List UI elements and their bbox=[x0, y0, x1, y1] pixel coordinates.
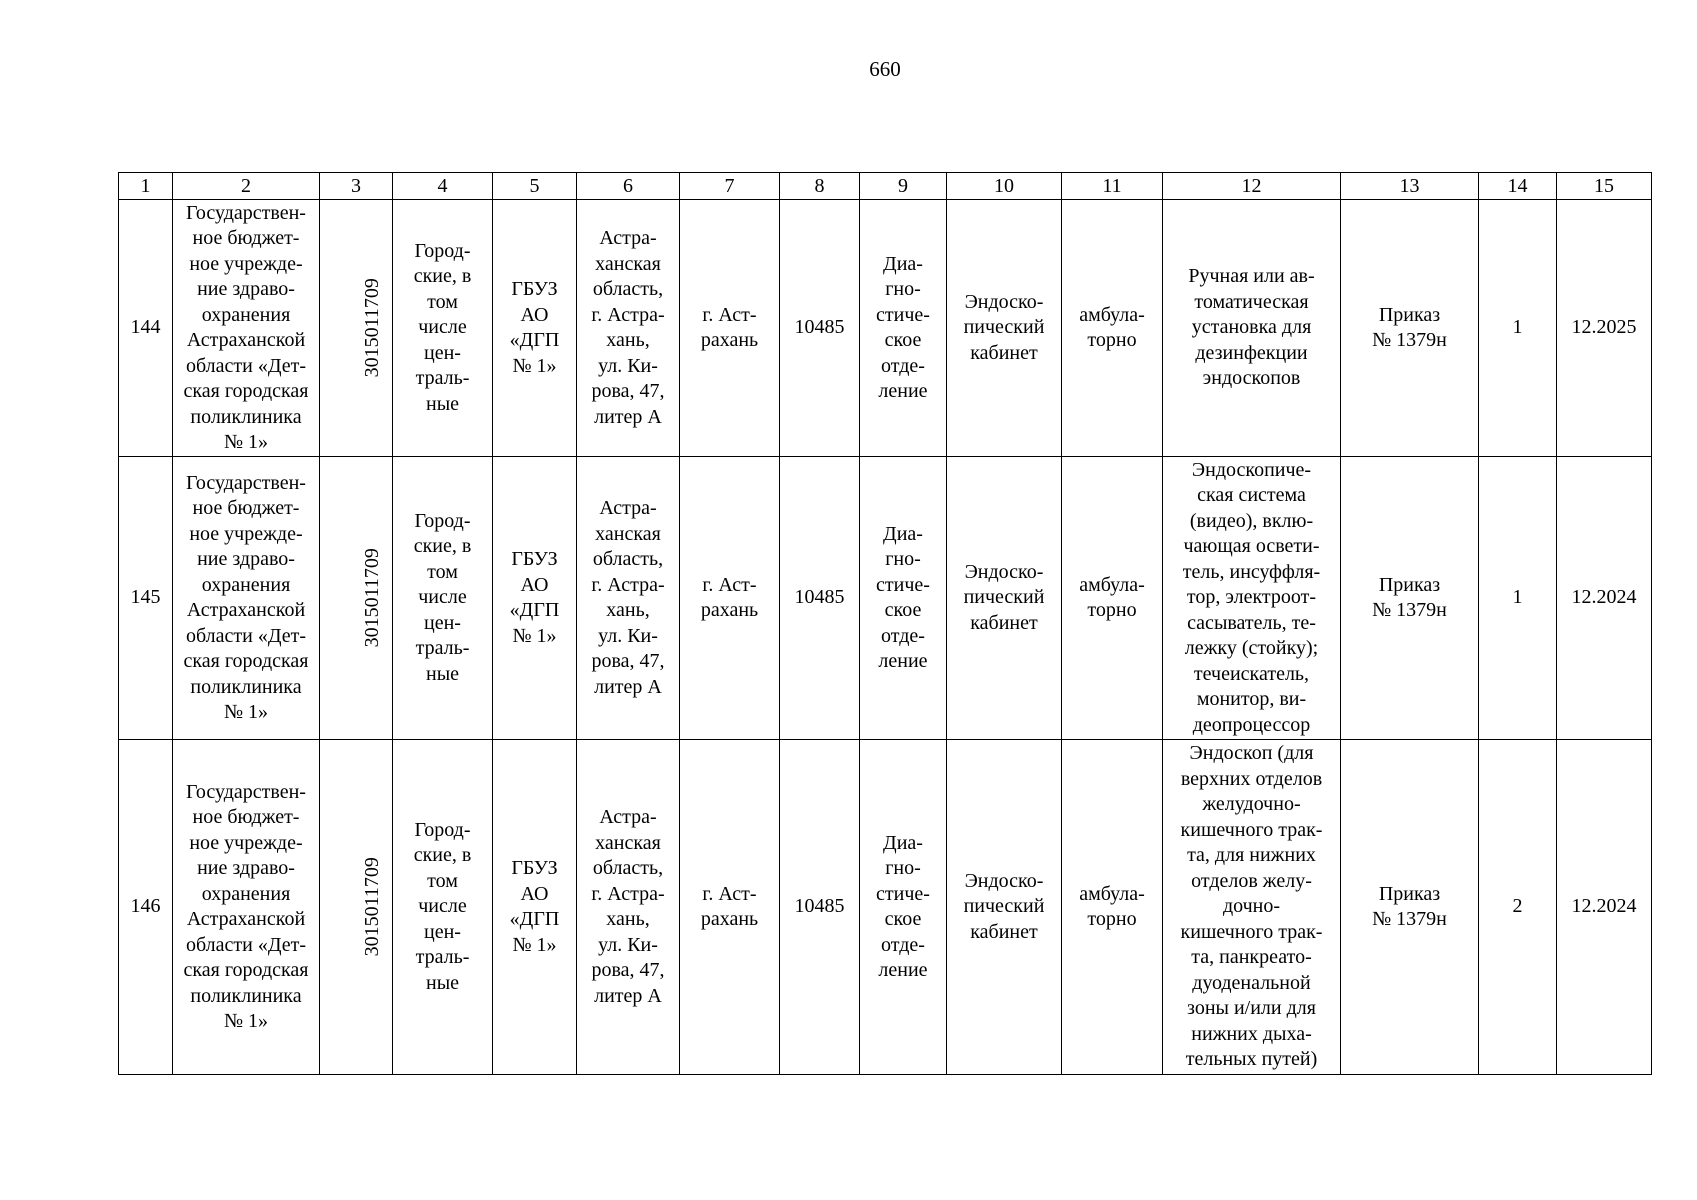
equipment-cell: Эндоскопиче- ская система (видео), вклю- чающая освети- тель, инсуффля- тор, электроот- сасыватель, те- лежку (стойку); течеискатель, монитор, ви- деопроцессор bbox=[1163, 457, 1341, 740]
row-number-cell: 144 bbox=[119, 200, 173, 457]
column-header: 9 bbox=[860, 173, 947, 200]
column-header: 14 bbox=[1479, 173, 1557, 200]
code-text: 3015011709 bbox=[360, 278, 383, 378]
department-cell: Диа- гно- стиче- ское отде- ление bbox=[860, 457, 947, 740]
column-header: 6 bbox=[577, 173, 680, 200]
qty-cell: 1 bbox=[1479, 200, 1557, 457]
date-cell: 12.2024 bbox=[1557, 740, 1652, 1075]
type-cell: Город- ские, в том числе цен- траль- ные bbox=[393, 457, 493, 740]
row-number-cell: 145 bbox=[119, 457, 173, 740]
column-header: 4 bbox=[393, 173, 493, 200]
mode-cell: амбула- торно bbox=[1062, 457, 1163, 740]
column-header: 15 bbox=[1557, 173, 1652, 200]
equipment-table bbox=[118, 172, 1652, 1075]
equipment-cell: Ручная или ав- томатическая установка для дезинфекции эндоскопов bbox=[1163, 200, 1341, 457]
qty-cell: 1 bbox=[1479, 457, 1557, 740]
column-header: 11 bbox=[1062, 173, 1163, 200]
column-header: 7 bbox=[680, 173, 780, 200]
type-cell: Город- ские, в том числе цен- траль- ные bbox=[393, 740, 493, 1075]
city-cell: г. Аст- рахань bbox=[680, 740, 780, 1075]
column-header: 2 bbox=[173, 173, 320, 200]
column-header: 1 bbox=[119, 173, 173, 200]
address-cell: Астра- ханская область, г. Астра- хань, ул. Ки- рова, 47, литер А bbox=[577, 200, 680, 457]
column-header: 13 bbox=[1341, 173, 1479, 200]
code-cell bbox=[320, 200, 393, 457]
type-cell: Город- ские, в том числе цен- траль- ные bbox=[393, 200, 493, 457]
order-cell: Приказ № 1379н bbox=[1341, 740, 1479, 1075]
room-cell: Эндоско- пический кабинет bbox=[947, 740, 1062, 1075]
table-row bbox=[119, 200, 1652, 457]
code2-cell: 10485 bbox=[780, 740, 860, 1075]
institution-cell: Государствен- ное бюджет- ное учрежде- ние здраво- охранения Астраханской области «Дет- ская городская поликлиника № 1» bbox=[173, 457, 320, 740]
address-cell: Астра- ханская область, г. Астра- хань, ул. Ки- рова, 47, литер А bbox=[577, 740, 680, 1075]
header-row bbox=[119, 173, 1652, 200]
table-row bbox=[119, 740, 1652, 1075]
code-text: 3015011709 bbox=[360, 857, 383, 957]
column-header: 3 bbox=[320, 173, 393, 200]
code-cell bbox=[320, 457, 393, 740]
column-header: 5 bbox=[493, 173, 577, 200]
code-text: 3015011709 bbox=[360, 548, 383, 648]
room-cell: Эндоско- пический кабинет bbox=[947, 457, 1062, 740]
short-name-cell: ГБУЗ АО «ДГП № 1» bbox=[493, 740, 577, 1075]
department-cell: Диа- гно- стиче- ское отде- ление bbox=[860, 740, 947, 1075]
column-header: 12 bbox=[1163, 173, 1341, 200]
short-name-cell: ГБУЗ АО «ДГП № 1» bbox=[493, 457, 577, 740]
institution-cell: Государствен- ное бюджет- ное учрежде- ние здраво- охранения Астраханской области «Дет- ская городская поликлиника № 1» bbox=[173, 200, 320, 457]
code2-cell: 10485 bbox=[780, 457, 860, 740]
row-number-cell: 146 bbox=[119, 740, 173, 1075]
equipment-cell: Эндоскоп (для верхних отделов желудочно- кишечного трак- та, для нижних отделов желу- дочно- кишечного трак- та, панкреато- дуоденальной зоны и/или для нижних дыха- тельных путей) bbox=[1163, 740, 1341, 1075]
table-row bbox=[119, 457, 1652, 740]
mode-cell: амбула- торно bbox=[1062, 740, 1163, 1075]
city-cell: г. Аст- рахань bbox=[680, 200, 780, 457]
city-cell: г. Аст- рахань bbox=[680, 457, 780, 740]
address-cell: Астра- ханская область, г. Астра- хань, ул. Ки- рова, 47, литер А bbox=[577, 457, 680, 740]
qty-cell: 2 bbox=[1479, 740, 1557, 1075]
code2-cell: 10485 bbox=[780, 200, 860, 457]
code-cell bbox=[320, 740, 393, 1075]
institution-cell: Государствен- ное бюджет- ное учрежде- ние здраво- охранения Астраханской области «Дет- ская городская поликлиника № 1» bbox=[173, 740, 320, 1075]
order-cell: Приказ № 1379н bbox=[1341, 457, 1479, 740]
date-cell: 12.2024 bbox=[1557, 457, 1652, 740]
date-cell: 12.2025 bbox=[1557, 200, 1652, 457]
department-cell: Диа- гно- стиче- ское отде- ление bbox=[860, 200, 947, 457]
column-header: 10 bbox=[947, 173, 1062, 200]
column-header: 8 bbox=[780, 173, 860, 200]
page-number: 660 bbox=[869, 57, 901, 81]
short-name-cell: ГБУЗ АО «ДГП № 1» bbox=[493, 200, 577, 457]
order-cell: Приказ № 1379н bbox=[1341, 200, 1479, 457]
mode-cell: амбула- торно bbox=[1062, 200, 1163, 457]
room-cell: Эндоско- пический кабинет bbox=[947, 200, 1062, 457]
